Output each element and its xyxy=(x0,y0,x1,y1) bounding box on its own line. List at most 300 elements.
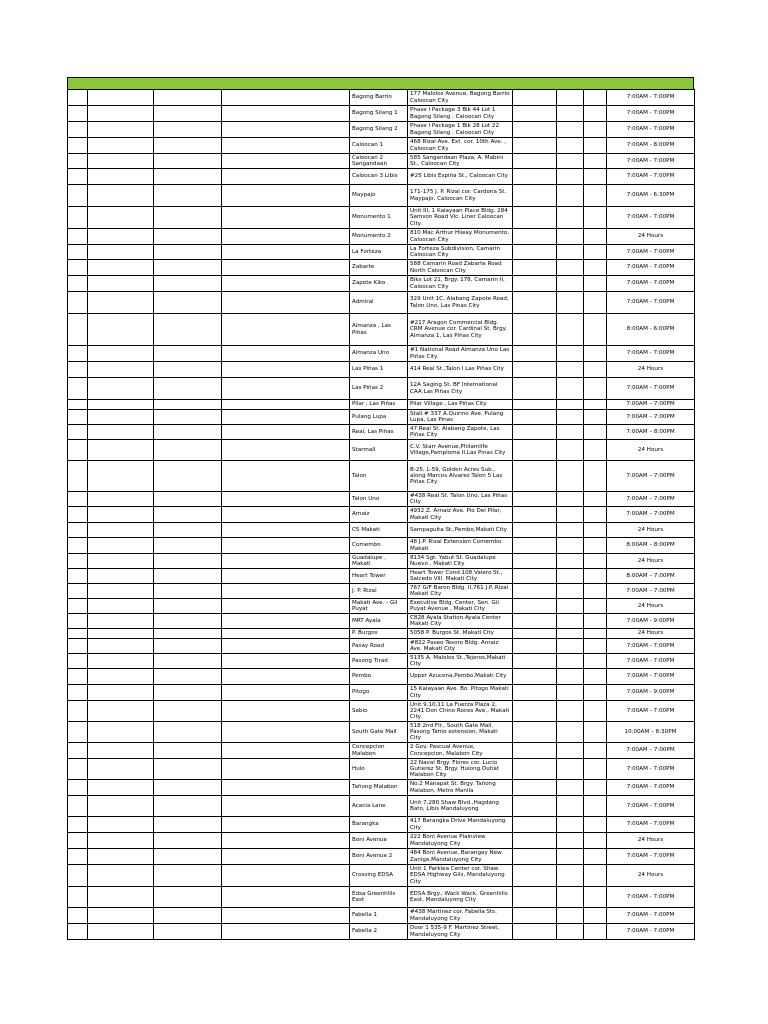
empty-cell xyxy=(513,865,557,887)
hours-cell: 7:00AM – 7:00PM xyxy=(607,410,695,425)
empty-cell xyxy=(88,849,154,865)
hours-cell: 10:00AM – 8:30PM xyxy=(607,722,695,743)
empty-cell xyxy=(584,924,607,940)
hours-cell: 7:00AM - 7:00PM xyxy=(607,169,695,185)
empty-cell xyxy=(513,523,557,538)
table-row xyxy=(68,90,695,106)
empty-cell xyxy=(222,780,350,796)
empty-cell xyxy=(513,669,557,685)
branch-name-cell: Guadalupe , Makati xyxy=(350,554,408,569)
empty-cell xyxy=(513,599,557,614)
empty-cell xyxy=(513,346,557,362)
branch-name-cell: Caloocan 3 Libis xyxy=(350,169,408,185)
address-cell: 171-175 J. P. Rizal cor. Cardona St. Maypajo, Caloocan City xyxy=(408,185,513,207)
address-cell: #25 Libis Espiña St., Caloocan City xyxy=(408,169,513,185)
hours-cell: 7:00AM - 7:00PM xyxy=(607,245,695,260)
address-cell: 22 Naval Brgy. Flores cor. Lucio Gutierez St. Brgy. Hulong Duhat Malabon City xyxy=(408,759,513,780)
table-row xyxy=(68,346,695,362)
branch-name-cell: Acacia Lane xyxy=(350,796,408,817)
branch-name-cell: Barangka xyxy=(350,817,408,833)
empty-cell xyxy=(557,507,584,523)
hours-cell: 7:00AM - 7:00PM xyxy=(607,346,695,362)
empty-cell xyxy=(68,185,88,207)
address-cell: 47 Real St. Alabang Zapote, Las Piñas City xyxy=(408,425,513,440)
table-row xyxy=(68,122,695,138)
branch-table xyxy=(67,89,695,940)
empty-cell xyxy=(154,722,222,743)
empty-cell xyxy=(222,169,350,185)
table-row xyxy=(68,276,695,292)
empty-cell xyxy=(557,599,584,614)
address-cell: Unit 7,280 Shaw Blvd.,Hagdang Bato, Libis Mandaluyong xyxy=(408,796,513,817)
empty-cell xyxy=(513,245,557,260)
hours-cell: 24 Hours xyxy=(607,554,695,569)
empty-cell xyxy=(154,865,222,887)
empty-cell xyxy=(513,685,557,701)
empty-cell xyxy=(88,169,154,185)
empty-cell xyxy=(68,138,88,154)
address-cell: C828 Ayala Station Ayala Center Makati City xyxy=(408,614,513,629)
empty-cell xyxy=(154,685,222,701)
empty-cell xyxy=(557,743,584,759)
hours-cell: 7:00AM - 7:00PM xyxy=(607,90,695,106)
hours-cell: 8:00AM – 8:00PM xyxy=(607,538,695,554)
branch-name-cell: Tañong Malabon xyxy=(350,780,408,796)
empty-cell xyxy=(154,554,222,569)
hours-cell: 24 Hours xyxy=(607,629,695,639)
branch-name-cell: Almanza Uno xyxy=(350,346,408,362)
empty-cell xyxy=(513,538,557,554)
empty-cell xyxy=(584,701,607,722)
address-cell: Unit III, 1 Kalayaan Place Bldg. 284 Samson Road Vic. Liner Caloocan City xyxy=(408,207,513,229)
empty-cell xyxy=(222,314,350,346)
address-cell: Unit 1 Parklea Center cor. Shaw EDSA Highway Gils, Mandaluyong City xyxy=(408,865,513,887)
hours-cell: 24 Hours xyxy=(607,229,695,245)
empty-cell xyxy=(154,207,222,229)
spreadsheet xyxy=(67,77,694,940)
empty-cell xyxy=(513,229,557,245)
hours-cell: 7:00AM - 9:00PM xyxy=(607,614,695,629)
branch-name-cell: Zapote Kiko xyxy=(350,276,408,292)
empty-cell xyxy=(557,169,584,185)
empty-cell xyxy=(88,654,154,669)
empty-cell xyxy=(584,796,607,817)
empty-cell xyxy=(154,154,222,169)
empty-cell xyxy=(557,569,584,584)
empty-cell xyxy=(557,400,584,410)
empty-cell xyxy=(557,908,584,924)
empty-cell xyxy=(88,185,154,207)
empty-cell xyxy=(557,461,584,492)
address-cell: Blks Lot 21, Brgy. 178, Camarin II, Caloocan City xyxy=(408,276,513,292)
empty-cell xyxy=(584,138,607,154)
empty-cell xyxy=(68,924,88,940)
empty-cell xyxy=(557,614,584,629)
table-row xyxy=(68,245,695,260)
empty-cell xyxy=(584,154,607,169)
empty-cell xyxy=(222,425,350,440)
hours-cell: 7:00AM - 7:00PM xyxy=(607,122,695,138)
branch-name-cell: Talon Uno xyxy=(350,492,408,507)
empty-cell xyxy=(222,849,350,865)
table-row xyxy=(68,722,695,743)
empty-cell xyxy=(222,538,350,554)
empty-cell xyxy=(557,122,584,138)
empty-cell xyxy=(557,887,584,908)
table-row xyxy=(68,207,695,229)
hours-cell: 7:00AM – 7:00PM xyxy=(607,507,695,523)
hours-cell: 7:00AM - 7:00PM xyxy=(607,701,695,722)
empty-cell xyxy=(584,122,607,138)
branch-name-cell: Fabella 2 xyxy=(350,924,408,940)
empty-cell xyxy=(513,154,557,169)
empty-cell xyxy=(557,440,584,461)
empty-cell xyxy=(584,492,607,507)
empty-cell xyxy=(557,362,584,378)
hours-cell: 7:00AM - 7:00PM xyxy=(607,887,695,908)
empty-cell xyxy=(222,229,350,245)
empty-cell xyxy=(88,614,154,629)
empty-cell xyxy=(557,106,584,122)
empty-cell xyxy=(68,685,88,701)
table-row xyxy=(68,554,695,569)
branch-name-cell: Crossing EDSA xyxy=(350,865,408,887)
table-body xyxy=(68,90,695,940)
empty-cell xyxy=(88,378,154,400)
empty-cell xyxy=(513,924,557,940)
empty-cell xyxy=(222,701,350,722)
empty-cell xyxy=(154,849,222,865)
empty-cell xyxy=(68,492,88,507)
empty-cell xyxy=(222,260,350,276)
empty-cell xyxy=(584,722,607,743)
empty-cell xyxy=(88,639,154,654)
empty-cell xyxy=(222,346,350,362)
empty-cell xyxy=(513,908,557,924)
hours-cell: 7:00AM - 7:00PM xyxy=(607,154,695,169)
empty-cell xyxy=(584,276,607,292)
address-cell: Door 1 535-9 F. Martinez Street, Mandaluyong City xyxy=(408,924,513,940)
empty-cell xyxy=(513,507,557,523)
branch-name-cell: Concepcion Malabon xyxy=(350,743,408,759)
empty-cell xyxy=(222,276,350,292)
empty-cell xyxy=(557,90,584,106)
empty-cell xyxy=(557,276,584,292)
branch-name-cell: Sabio xyxy=(350,701,408,722)
hours-cell: 7:00AM - 7:00PM xyxy=(607,260,695,276)
table-row xyxy=(68,701,695,722)
address-cell: #438 Real St. Talon Uno, Las Piñas City xyxy=(408,492,513,507)
hours-cell: 7:00AM – 7:00PM xyxy=(607,461,695,492)
empty-cell xyxy=(584,865,607,887)
hours-cell: 7:00AM - 7:00PM xyxy=(607,924,695,940)
address-cell: B-25, L-59, Golden Acres Sub., along Marcos Alvarez Talon 5 Las Piñas City xyxy=(408,461,513,492)
empty-cell xyxy=(557,722,584,743)
hours-cell: 7:00AM - 7:00PM xyxy=(607,849,695,865)
empty-cell xyxy=(222,440,350,461)
table-row xyxy=(68,138,695,154)
hours-cell: 7:00AM - 7:00PM xyxy=(607,796,695,817)
empty-cell xyxy=(222,759,350,780)
table-row xyxy=(68,569,695,584)
hours-cell: 24 Hours xyxy=(607,440,695,461)
empty-cell xyxy=(222,207,350,229)
empty-cell xyxy=(584,378,607,400)
empty-cell xyxy=(584,584,607,599)
empty-cell xyxy=(513,378,557,400)
empty-cell xyxy=(584,654,607,669)
table-row xyxy=(68,523,695,538)
table-row xyxy=(68,796,695,817)
empty-cell xyxy=(88,400,154,410)
empty-cell xyxy=(68,314,88,346)
empty-cell xyxy=(222,796,350,817)
empty-cell xyxy=(154,169,222,185)
empty-cell xyxy=(584,849,607,865)
empty-cell xyxy=(513,722,557,743)
empty-cell xyxy=(68,461,88,492)
empty-cell xyxy=(513,584,557,599)
empty-cell xyxy=(88,260,154,276)
empty-cell xyxy=(222,492,350,507)
hours-cell: 8:00AM - 6:00PM xyxy=(607,314,695,346)
empty-cell xyxy=(557,346,584,362)
empty-cell xyxy=(557,669,584,685)
empty-cell xyxy=(154,701,222,722)
table-row xyxy=(68,507,695,523)
empty-cell xyxy=(222,654,350,669)
address-cell: Upper Azucena,Pembo,Makati City xyxy=(408,669,513,685)
empty-cell xyxy=(584,362,607,378)
empty-cell xyxy=(557,865,584,887)
branch-name-cell: Hulo xyxy=(350,759,408,780)
table-row xyxy=(68,743,695,759)
hours-cell: 7:00AM – 7:00PM xyxy=(607,584,695,599)
branch-name-cell: Admiral xyxy=(350,292,408,314)
empty-cell xyxy=(513,461,557,492)
empty-cell xyxy=(584,207,607,229)
empty-cell xyxy=(584,629,607,639)
empty-cell xyxy=(513,654,557,669)
empty-cell xyxy=(154,362,222,378)
address-cell: 518 2nd Flr., South Gate Mall, Pasong Tamo extension, Makati City xyxy=(408,722,513,743)
hours-cell: 7:00AM - 6:30PM xyxy=(607,185,695,207)
empty-cell xyxy=(154,122,222,138)
empty-cell xyxy=(513,410,557,425)
empty-cell xyxy=(68,669,88,685)
empty-cell xyxy=(88,492,154,507)
empty-cell xyxy=(584,425,607,440)
empty-cell xyxy=(88,743,154,759)
empty-cell xyxy=(513,292,557,314)
empty-cell xyxy=(88,796,154,817)
empty-cell xyxy=(68,106,88,122)
empty-cell xyxy=(68,523,88,538)
empty-cell xyxy=(584,887,607,908)
empty-cell xyxy=(584,260,607,276)
empty-cell xyxy=(584,440,607,461)
address-cell: 2 Gov. Pascual Avenue, Concepcion, Malabon City xyxy=(408,743,513,759)
address-cell: Pilar Village , Las Piñas City xyxy=(408,400,513,410)
hours-cell: 24 Hours xyxy=(607,362,695,378)
empty-cell xyxy=(222,908,350,924)
empty-cell xyxy=(88,245,154,260)
empty-cell xyxy=(584,538,607,554)
empty-cell xyxy=(513,796,557,817)
empty-cell xyxy=(557,780,584,796)
empty-cell xyxy=(513,400,557,410)
empty-cell xyxy=(154,106,222,122)
address-cell: La Forteza Subdivision, Camarin Caloocan City xyxy=(408,245,513,260)
empty-cell xyxy=(68,410,88,425)
empty-cell xyxy=(154,378,222,400)
empty-cell xyxy=(88,507,154,523)
table-row xyxy=(68,461,695,492)
empty-cell xyxy=(584,346,607,362)
empty-cell xyxy=(88,410,154,425)
address-cell: Phase I Package 1 Blk 28 Lot 22 Bagong Silang , Caloocan City xyxy=(408,122,513,138)
empty-cell xyxy=(68,629,88,639)
hours-cell: 7:00AM - 7:00PM xyxy=(607,292,695,314)
address-cell: Unit 9,10,11 La Fuerza Plaza 2, 2241 Don Chino Roces Ave., Makati City xyxy=(408,701,513,722)
empty-cell xyxy=(557,492,584,507)
empty-cell xyxy=(557,425,584,440)
empty-cell xyxy=(88,538,154,554)
address-cell: 12A Saging St. BF International CAA Las Piñas City xyxy=(408,378,513,400)
branch-name-cell: Heart Tower xyxy=(350,569,408,584)
address-cell: Stall # 337 A.Quirino Ave. Pulang Lupa, Las Pinas xyxy=(408,410,513,425)
empty-cell xyxy=(557,701,584,722)
empty-cell xyxy=(68,122,88,138)
empty-cell xyxy=(513,425,557,440)
empty-cell xyxy=(513,90,557,106)
table-row xyxy=(68,492,695,507)
table-row xyxy=(68,440,695,461)
empty-cell xyxy=(68,743,88,759)
empty-cell xyxy=(557,314,584,346)
empty-cell xyxy=(584,229,607,245)
empty-cell xyxy=(88,599,154,614)
hours-cell: 24 Hours xyxy=(607,833,695,849)
empty-cell xyxy=(154,492,222,507)
empty-cell xyxy=(222,507,350,523)
hours-cell: 24 Hours xyxy=(607,865,695,887)
empty-cell xyxy=(88,569,154,584)
address-cell: #217 Aragon Commercial Bldg. CRM Avenue cor. Cardinal St. Brgy. Almanza 1, Las Piñas City xyxy=(408,314,513,346)
table-row xyxy=(68,425,695,440)
empty-cell xyxy=(154,639,222,654)
empty-cell xyxy=(154,292,222,314)
address-cell: 417 Barangka Drive Mandaluyong City xyxy=(408,817,513,833)
empty-cell xyxy=(154,780,222,796)
empty-cell xyxy=(68,722,88,743)
empty-cell xyxy=(68,654,88,669)
empty-cell xyxy=(222,584,350,599)
empty-cell xyxy=(88,229,154,245)
table-row xyxy=(68,924,695,940)
hours-cell: 8:00AM – 7:00PM xyxy=(607,569,695,584)
empty-cell xyxy=(154,260,222,276)
branch-name-cell: Makati Ave. - Gil Puyat xyxy=(350,599,408,614)
hours-cell: 7:00AM - 7:00PM xyxy=(607,378,695,400)
branch-name-cell: Boni Avenue xyxy=(350,833,408,849)
empty-cell xyxy=(154,507,222,523)
branch-name-cell: Starmall xyxy=(350,440,408,461)
empty-cell xyxy=(68,440,88,461)
empty-cell xyxy=(222,817,350,833)
address-cell: 329 Unit 1C, Alabang Zapote Road, Talon Uno, Las Pinas City xyxy=(408,292,513,314)
empty-cell xyxy=(557,410,584,425)
hours-cell: 7:00AM - 7:00PM xyxy=(607,276,695,292)
empty-cell xyxy=(584,569,607,584)
empty-cell xyxy=(154,276,222,292)
table-row xyxy=(68,908,695,924)
empty-cell xyxy=(68,378,88,400)
empty-cell xyxy=(222,614,350,629)
empty-cell xyxy=(222,400,350,410)
empty-cell xyxy=(88,122,154,138)
table-row xyxy=(68,106,695,122)
empty-cell xyxy=(557,260,584,276)
empty-cell xyxy=(584,245,607,260)
hours-cell: 7:00AM - 9:00PM xyxy=(607,685,695,701)
empty-cell xyxy=(154,138,222,154)
empty-cell xyxy=(557,629,584,639)
empty-cell xyxy=(154,924,222,940)
branch-name-cell: Las Piñas 1 xyxy=(350,362,408,378)
empty-cell xyxy=(88,554,154,569)
empty-cell xyxy=(68,614,88,629)
address-cell: 414 Real St.,Talon I Las Piñas City xyxy=(408,362,513,378)
empty-cell xyxy=(557,639,584,654)
branch-name-cell: Bagong Silang 2 xyxy=(350,122,408,138)
table-row xyxy=(68,292,695,314)
empty-cell xyxy=(68,425,88,440)
hours-cell: 7:00AM – 7:00PM xyxy=(607,400,695,410)
empty-cell xyxy=(513,743,557,759)
empty-cell xyxy=(154,817,222,833)
empty-cell xyxy=(88,780,154,796)
empty-cell xyxy=(88,106,154,122)
empty-cell xyxy=(584,461,607,492)
empty-cell xyxy=(222,378,350,400)
empty-cell xyxy=(584,669,607,685)
branch-name-cell: Maypajo xyxy=(350,185,408,207)
hours-cell: 7:00AM - 7:00PM xyxy=(607,780,695,796)
hours-cell: 7:00AM - 7:00PM xyxy=(607,759,695,780)
empty-cell xyxy=(88,685,154,701)
branch-name-cell: Almanza , Las Piñas xyxy=(350,314,408,346)
table-row xyxy=(68,154,695,169)
empty-cell xyxy=(513,362,557,378)
empty-cell xyxy=(68,569,88,584)
table-row xyxy=(68,614,695,629)
empty-cell xyxy=(222,90,350,106)
empty-cell xyxy=(68,887,88,908)
empty-cell xyxy=(513,260,557,276)
address-cell: 8134 Sgt. Yabut St. Guadalupe Nuevo , Makati City xyxy=(408,554,513,569)
table-row xyxy=(68,669,695,685)
empty-cell xyxy=(584,614,607,629)
empty-cell xyxy=(513,138,557,154)
empty-cell xyxy=(88,701,154,722)
empty-cell xyxy=(584,169,607,185)
empty-cell xyxy=(154,461,222,492)
empty-cell xyxy=(513,122,557,138)
empty-cell xyxy=(68,154,88,169)
empty-cell xyxy=(88,908,154,924)
table-row xyxy=(68,185,695,207)
